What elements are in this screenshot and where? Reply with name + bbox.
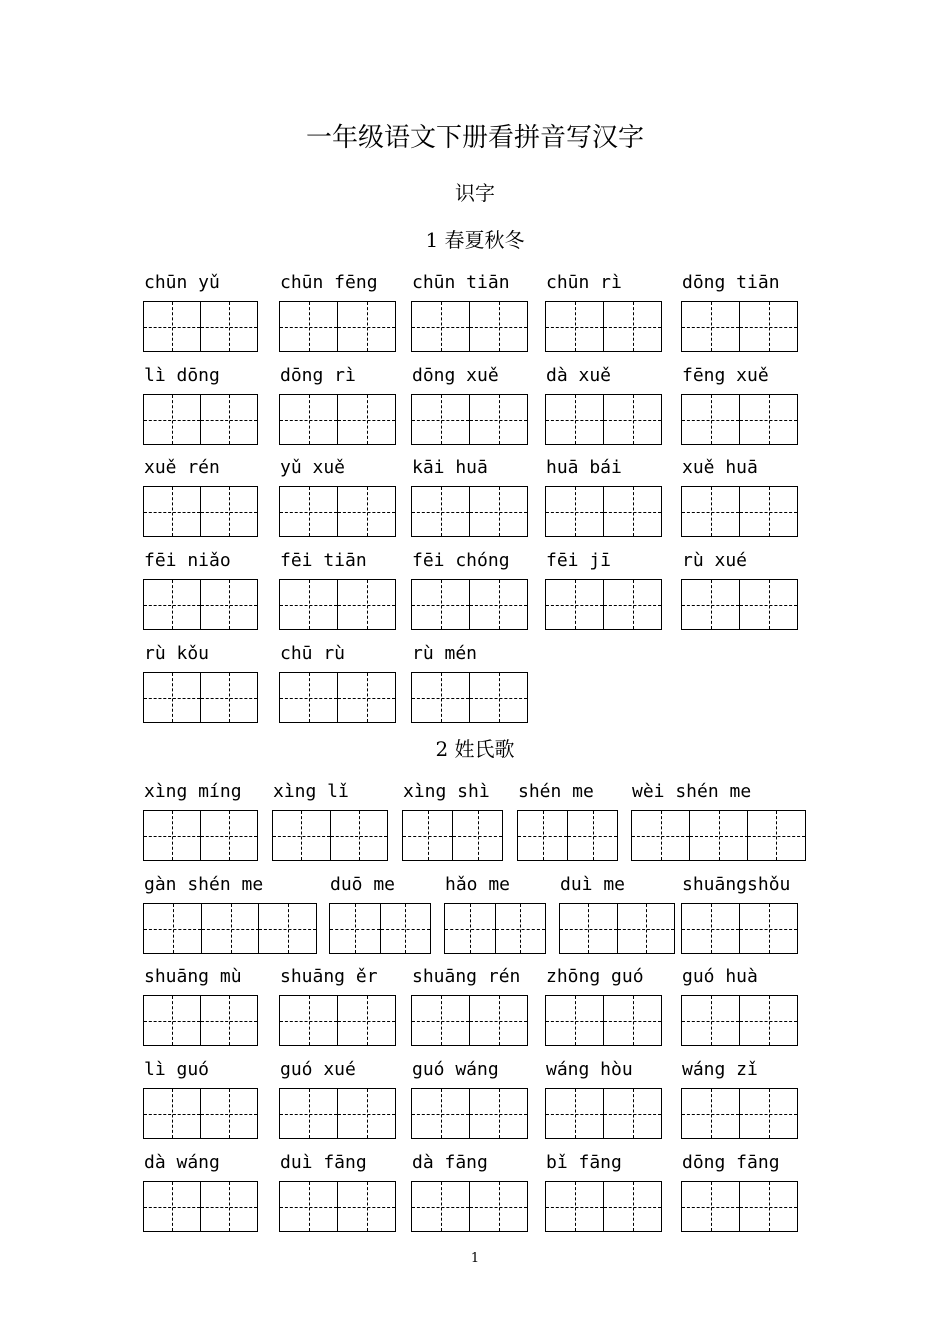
character-cell[interactable] (682, 487, 739, 536)
guide-line-vertical (441, 673, 442, 722)
character-cell[interactable] (739, 1182, 797, 1231)
character-cell[interactable] (144, 580, 200, 629)
writing-grid[interactable] (279, 579, 396, 630)
writing-grid[interactable] (279, 672, 396, 723)
guide-line-vertical (367, 580, 368, 629)
character-cell[interactable] (560, 904, 617, 953)
pinyin-label: wáng zǐ (682, 1059, 758, 1080)
guide-line-vertical (711, 580, 712, 629)
character-cell[interactable] (412, 1182, 469, 1231)
pinyin-label: dōng xuě (412, 365, 499, 386)
guide-line-vertical (428, 811, 429, 860)
writing-grid[interactable] (559, 903, 675, 954)
guide-line-vertical (309, 395, 310, 444)
character-cell[interactable] (412, 302, 469, 351)
guide-line-vertical (367, 395, 368, 444)
writing-grid[interactable] (681, 1181, 798, 1232)
guide-line-vertical (229, 302, 230, 351)
guide-line-vertical (441, 1182, 442, 1231)
character-cell[interactable] (280, 580, 337, 629)
guide-line-vertical (441, 996, 442, 1045)
character-cell[interactable] (603, 487, 661, 536)
guide-line-vertical (575, 487, 576, 536)
character-cell[interactable] (200, 996, 257, 1045)
writing-grid[interactable] (279, 1088, 396, 1139)
guide-line-vertical (633, 996, 634, 1045)
writing-grid[interactable] (143, 1088, 258, 1139)
guide-line-vertical (172, 811, 173, 860)
character-cell[interactable] (200, 487, 257, 536)
pinyin-label: shuāngshǒu (682, 874, 791, 895)
writing-grid[interactable] (545, 486, 662, 537)
character-cell[interactable] (403, 811, 452, 860)
character-cell[interactable] (469, 395, 527, 444)
character-cell[interactable] (280, 487, 337, 536)
writing-grid[interactable] (681, 1088, 798, 1139)
character-cell[interactable] (273, 811, 330, 860)
pinyin-label: duì me (560, 874, 626, 895)
character-cell[interactable] (739, 395, 797, 444)
guide-line-vertical (661, 811, 662, 860)
character-cell[interactable] (280, 1089, 337, 1138)
writing-grid[interactable] (143, 1181, 258, 1232)
character-cell[interactable] (739, 1089, 797, 1138)
character-cell[interactable] (682, 302, 739, 351)
character-cell[interactable] (469, 996, 527, 1045)
guide-line-vertical (711, 487, 712, 536)
character-cell[interactable] (337, 1089, 395, 1138)
writing-grid[interactable] (143, 810, 258, 861)
character-cell[interactable] (603, 1182, 661, 1231)
guide-line-vertical (499, 1089, 500, 1138)
guide-line-vertical (309, 996, 310, 1045)
guide-line-vertical (499, 487, 500, 536)
pinyin-label: fēi chóng (412, 550, 510, 571)
pinyin-label: chūn rì (546, 272, 622, 293)
guide-line-vertical (405, 904, 406, 953)
pinyin-label: xìng shì (403, 781, 490, 802)
pinyin-label: shuāng ěr (280, 966, 378, 987)
guide-line-vertical (575, 302, 576, 351)
guide-line-vertical (499, 673, 500, 722)
character-cell[interactable] (412, 487, 469, 536)
guide-line-vertical (367, 302, 368, 351)
guide-line-vertical (499, 395, 500, 444)
writing-grid[interactable] (545, 1088, 662, 1139)
pinyin-label: guó xué (280, 1059, 356, 1080)
character-cell[interactable] (445, 904, 495, 953)
guide-line-vertical (441, 395, 442, 444)
character-cell[interactable] (603, 302, 661, 351)
guide-line-vertical (769, 1182, 770, 1231)
character-cell[interactable] (682, 904, 739, 953)
guide-line-vertical (499, 580, 500, 629)
character-cell[interactable] (144, 302, 200, 351)
pinyin-label: shén me (518, 781, 594, 802)
guide-line-vertical (229, 1089, 230, 1138)
writing-grid[interactable] (681, 486, 798, 537)
writing-grid[interactable] (411, 1181, 528, 1232)
writing-grid[interactable] (545, 579, 662, 630)
guide-line-vertical (229, 996, 230, 1045)
pinyin-label: rù kǒu (144, 643, 210, 664)
guide-line-vertical (520, 904, 521, 953)
character-cell[interactable] (567, 811, 617, 860)
writing-grid[interactable] (681, 903, 798, 954)
character-cell[interactable] (546, 395, 603, 444)
character-cell[interactable] (546, 1182, 603, 1231)
guide-line-vertical (499, 1182, 500, 1231)
character-cell[interactable] (337, 1182, 395, 1231)
character-cell[interactable] (258, 904, 316, 953)
guide-line-vertical (633, 1089, 634, 1138)
guide-line-vertical (173, 904, 174, 953)
guide-line-vertical (633, 395, 634, 444)
character-cell[interactable] (603, 996, 661, 1045)
guide-line-vertical (633, 1182, 634, 1231)
character-cell[interactable] (200, 580, 257, 629)
guide-line-vertical (309, 1089, 310, 1138)
guide-line-vertical (711, 904, 712, 953)
character-cell[interactable] (739, 302, 797, 351)
character-cell[interactable] (682, 1089, 739, 1138)
pinyin-label: dà wáng (144, 1152, 220, 1173)
guide-line-vertical (575, 1182, 576, 1231)
guide-line-vertical (229, 395, 230, 444)
character-cell[interactable] (469, 1089, 527, 1138)
writing-grid[interactable] (143, 301, 258, 352)
character-cell[interactable] (518, 811, 567, 860)
character-cell[interactable] (144, 395, 200, 444)
pinyin-label: dà xuě (546, 365, 612, 386)
guide-line-vertical (633, 487, 634, 536)
writing-grid[interactable] (411, 1088, 528, 1139)
character-cell[interactable] (412, 1089, 469, 1138)
character-cell[interactable] (469, 673, 527, 722)
character-cell[interactable] (280, 302, 337, 351)
character-cell[interactable] (546, 1089, 603, 1138)
guide-line-vertical (575, 395, 576, 444)
writing-grid[interactable] (411, 672, 528, 723)
character-cell[interactable] (337, 395, 395, 444)
character-cell[interactable] (144, 1182, 200, 1231)
pinyin-label: hǎo me (445, 874, 511, 895)
character-cell[interactable] (144, 904, 201, 953)
writing-grid[interactable] (411, 995, 528, 1046)
character-cell[interactable] (739, 996, 797, 1045)
writing-grid[interactable] (279, 1181, 396, 1232)
guide-line-vertical (769, 1089, 770, 1138)
character-cell[interactable] (200, 1089, 257, 1138)
guide-line-vertical (309, 487, 310, 536)
pinyin-label: duì fāng (280, 1152, 367, 1173)
pinyin-label: wáng hòu (546, 1059, 633, 1080)
guide-line-vertical (588, 904, 589, 953)
character-cell[interactable] (603, 395, 661, 444)
pinyin-label: chūn tiān (412, 272, 510, 293)
character-cell[interactable] (682, 580, 739, 629)
character-cell[interactable] (337, 673, 395, 722)
character-cell[interactable] (546, 302, 603, 351)
writing-grid[interactable] (279, 301, 396, 352)
character-cell[interactable] (200, 302, 257, 351)
guide-line-vertical (633, 580, 634, 629)
chapter-title: 识字 (455, 181, 495, 205)
guide-line-vertical (229, 487, 230, 536)
writing-grid[interactable] (444, 903, 546, 954)
guide-line-vertical (367, 1182, 368, 1231)
character-cell[interactable] (200, 811, 257, 860)
character-cell[interactable] (603, 580, 661, 629)
character-cell[interactable] (412, 395, 469, 444)
pinyin-label: chūn yǔ (144, 272, 220, 293)
guide-line-vertical (288, 904, 289, 953)
character-cell[interactable] (689, 811, 747, 860)
character-cell[interactable] (330, 904, 380, 953)
guide-line-vertical (172, 1089, 173, 1138)
guide-line-vertical (543, 811, 544, 860)
writing-grid[interactable] (411, 301, 528, 352)
guide-line-vertical (367, 996, 368, 1045)
writing-grid[interactable] (143, 903, 317, 954)
character-cell[interactable] (200, 395, 257, 444)
guide-line-vertical (172, 996, 173, 1045)
guide-line-vertical (769, 904, 770, 953)
writing-grid[interactable] (143, 995, 258, 1046)
pinyin-label: lì dōng (144, 365, 220, 386)
character-cell[interactable] (330, 811, 388, 860)
pinyin-label: rù xué (682, 550, 748, 571)
lesson-title: 1 春夏秋冬 (425, 228, 525, 252)
writing-grid[interactable] (143, 486, 258, 537)
writing-grid[interactable] (402, 810, 503, 861)
character-cell[interactable] (144, 996, 200, 1045)
page-number: 1 (470, 1251, 480, 1266)
guide-line-vertical (367, 1089, 368, 1138)
pinyin-label: yǔ xuě (280, 457, 346, 478)
guide-line-vertical (711, 1182, 712, 1231)
guide-line-vertical (769, 395, 770, 444)
character-cell[interactable] (469, 580, 527, 629)
character-cell[interactable] (617, 904, 675, 953)
character-cell[interactable] (280, 996, 337, 1045)
pinyin-label: dà fāng (412, 1152, 488, 1173)
writing-grid[interactable] (272, 810, 388, 861)
guide-line-vertical (229, 1182, 230, 1231)
writing-grid[interactable] (681, 301, 798, 352)
pinyin-label: guó huà (682, 966, 758, 987)
character-cell[interactable] (682, 1182, 739, 1231)
character-cell[interactable] (144, 1089, 200, 1138)
character-cell[interactable] (603, 1089, 661, 1138)
character-cell[interactable] (747, 811, 805, 860)
guide-line-vertical (309, 580, 310, 629)
pinyin-label: chūn fēng (280, 272, 378, 293)
pinyin-label: fēng xuě (682, 365, 769, 386)
character-cell[interactable] (144, 673, 200, 722)
guide-line-vertical (646, 904, 647, 953)
character-cell[interactable] (469, 302, 527, 351)
pinyin-label: dōng fāng (682, 1152, 780, 1173)
character-cell[interactable] (280, 1182, 337, 1231)
guide-line-vertical (309, 1182, 310, 1231)
writing-grid[interactable] (329, 903, 431, 954)
guide-line-vertical (309, 673, 310, 722)
writing-grid[interactable] (517, 810, 618, 861)
guide-line-vertical (367, 487, 368, 536)
writing-grid[interactable] (279, 486, 396, 537)
guide-line-vertical (769, 302, 770, 351)
character-cell[interactable] (469, 487, 527, 536)
character-cell[interactable] (280, 395, 337, 444)
guide-line-vertical (575, 1089, 576, 1138)
writing-grid[interactable] (545, 394, 662, 445)
character-cell[interactable] (682, 996, 739, 1045)
character-cell[interactable] (739, 904, 797, 953)
guide-line-vertical (367, 673, 368, 722)
writing-grid[interactable] (143, 672, 258, 723)
character-cell[interactable] (632, 811, 689, 860)
guide-line-vertical (229, 811, 230, 860)
guide-line-vertical (769, 996, 770, 1045)
writing-grid[interactable] (411, 486, 528, 537)
guide-line-vertical (575, 580, 576, 629)
character-cell[interactable] (412, 580, 469, 629)
character-cell[interactable] (412, 673, 469, 722)
lesson-title: 2 姓氏歌 (435, 737, 515, 761)
pinyin-label: chū rù (280, 643, 346, 664)
character-cell[interactable] (200, 1182, 257, 1231)
guide-line-vertical (769, 487, 770, 536)
guide-line-vertical (355, 904, 356, 953)
writing-grid[interactable] (545, 1181, 662, 1232)
writing-grid[interactable] (143, 394, 258, 445)
writing-grid[interactable] (631, 810, 806, 861)
character-cell[interactable] (200, 673, 257, 722)
pinyin-label: xuě rén (144, 457, 220, 478)
guide-line-vertical (441, 487, 442, 536)
pinyin-label: huā bái (546, 457, 622, 478)
writing-grid[interactable] (143, 579, 258, 630)
guide-line-vertical (172, 1182, 173, 1231)
pinyin-label: gàn shén me (144, 874, 264, 895)
character-cell[interactable] (546, 580, 603, 629)
pinyin-label: kāi huā (412, 457, 488, 478)
guide-line-vertical (172, 487, 173, 536)
guide-line-vertical (593, 811, 594, 860)
guide-line-vertical (776, 811, 777, 860)
character-cell[interactable] (201, 904, 259, 953)
character-cell[interactable] (682, 395, 739, 444)
writing-grid[interactable] (279, 995, 396, 1046)
character-cell[interactable] (280, 673, 337, 722)
writing-grid[interactable] (279, 394, 396, 445)
guide-line-vertical (711, 996, 712, 1045)
pinyin-label: zhōng guó (546, 966, 644, 987)
guide-line-vertical (231, 904, 232, 953)
character-cell[interactable] (412, 996, 469, 1045)
character-cell[interactable] (337, 487, 395, 536)
guide-line-vertical (769, 580, 770, 629)
guide-line-vertical (441, 302, 442, 351)
pinyin-label: lì guó (144, 1059, 210, 1080)
guide-line-vertical (172, 395, 173, 444)
guide-line-vertical (711, 302, 712, 351)
writing-grid[interactable] (411, 394, 528, 445)
writing-grid[interactable] (411, 579, 528, 630)
guide-line-vertical (575, 996, 576, 1045)
writing-grid[interactable] (681, 995, 798, 1046)
guide-line-vertical (172, 580, 173, 629)
guide-line-vertical (711, 395, 712, 444)
guide-line-vertical (441, 1089, 442, 1138)
guide-line-vertical (309, 302, 310, 351)
pinyin-label: duō me (330, 874, 396, 895)
writing-grid[interactable] (545, 995, 662, 1046)
guide-line-vertical (470, 904, 471, 953)
character-cell[interactable] (144, 487, 200, 536)
guide-line-vertical (172, 302, 173, 351)
character-cell[interactable] (495, 904, 546, 953)
guide-line-vertical (441, 580, 442, 629)
pinyin-label: wèi shén me (632, 781, 752, 802)
guide-line-vertical (229, 673, 230, 722)
character-cell[interactable] (337, 580, 395, 629)
guide-line-vertical (229, 580, 230, 629)
pinyin-label: xuě huā (682, 457, 758, 478)
character-cell[interactable] (452, 811, 502, 860)
pinyin-label: fēi niǎo (144, 550, 231, 571)
character-cell[interactable] (739, 580, 797, 629)
character-cell[interactable] (546, 996, 603, 1045)
pinyin-label: rù mén (412, 643, 478, 664)
pinyin-label: guó wáng (412, 1059, 499, 1080)
pinyin-label: xìng lǐ (273, 781, 349, 802)
pinyin-label: xìng míng (144, 781, 242, 802)
pinyin-label: fēi tiān (280, 550, 367, 571)
character-cell[interactable] (337, 302, 395, 351)
guide-line-vertical (499, 996, 500, 1045)
character-cell[interactable] (739, 487, 797, 536)
pinyin-label: dōng tiān (682, 272, 780, 293)
pinyin-label: shuāng rén (412, 966, 521, 987)
pinyin-label: dōng rì (280, 365, 356, 386)
guide-line-vertical (719, 811, 720, 860)
character-cell[interactable] (546, 487, 603, 536)
guide-line-vertical (172, 673, 173, 722)
writing-grid[interactable] (681, 579, 798, 630)
pinyin-label: shuāng mù (144, 966, 242, 987)
guide-line-vertical (359, 811, 360, 860)
guide-line-vertical (301, 811, 302, 860)
pinyin-label: fēi jī (546, 550, 612, 571)
pinyin-label: bǐ fāng (546, 1152, 622, 1173)
character-cell[interactable] (380, 904, 431, 953)
writing-grid[interactable] (545, 301, 662, 352)
guide-line-vertical (478, 811, 479, 860)
guide-line-vertical (633, 302, 634, 351)
guide-line-vertical (499, 302, 500, 351)
document-title: 一年级语文下册看拼音写汉字 (305, 123, 644, 153)
character-cell[interactable] (337, 996, 395, 1045)
guide-line-vertical (711, 1089, 712, 1138)
character-cell[interactable] (144, 811, 200, 860)
character-cell[interactable] (469, 1182, 527, 1231)
writing-grid[interactable] (681, 394, 798, 445)
